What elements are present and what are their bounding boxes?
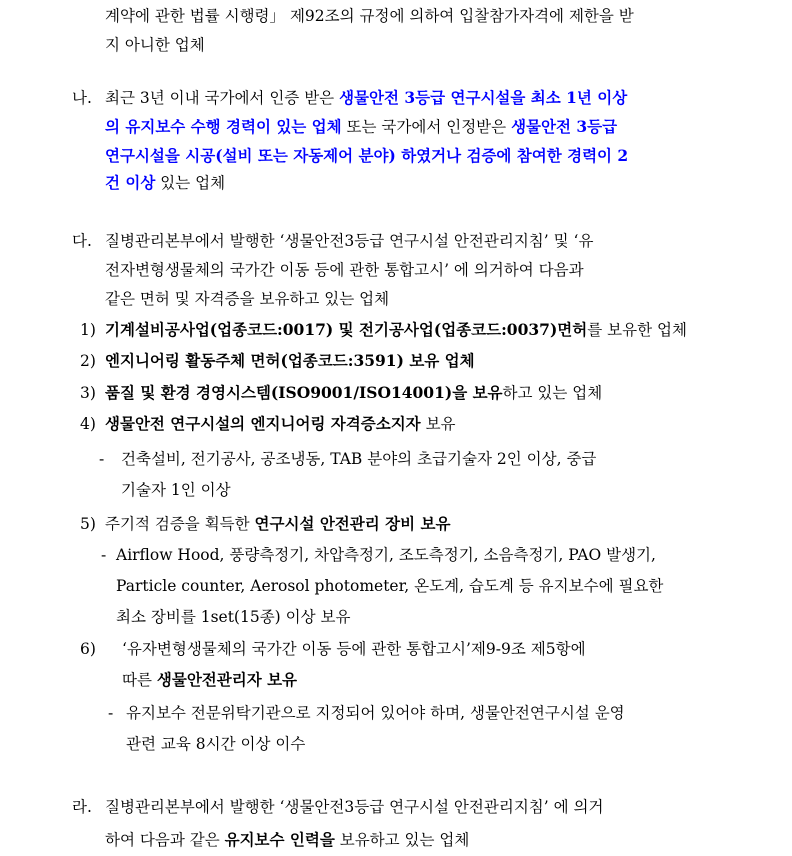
section-na-line-1: 최근 3년 이내 국가에서 인증 받은 생물안전 3등급 연구시설을 최소 1년 이상 — [105, 88, 628, 107]
na-emphasis-3: 생물안전 3등급 — [511, 117, 618, 136]
section-na-line-4: 건 이상 있는 업체 — [105, 173, 226, 192]
da-item-1-number: 1) — [80, 321, 96, 339]
da-item-5-sub-line-1: Airflow Hood, 풍량측정기, 차압측정기, 조도측정기, 소음측정기, PAO 발생기, — [116, 546, 656, 564]
da-item-6-sub-line-2: 관련 교육 8시간 이상 이수 — [126, 735, 306, 753]
section-da-line-3: 같은 면허 및 자격증을 보유하고 있는 업체 — [105, 290, 390, 308]
da-item-4-number: 4) — [80, 415, 96, 433]
da-item-3: 품질 및 환경 경영시스템(ISO9001/ISO14001)을 보유하고 있는 업체 — [105, 383, 603, 402]
section-da-line-2: 전자변형생물체의 국가간 이동 등에 관한 통합고시’ 에 의거하여 다음과 — [105, 261, 584, 279]
da-item-5-sub-line-3: 최소 장비를 1set(15종) 이상 보유 — [116, 608, 351, 626]
section-ra-line-1: 질병관리본부에서 발행한 ‘생물안전3등급 연구시설 안전관리지침’ 에 의거 — [105, 798, 604, 816]
na-emphasis-2: 의 유지보수 수행 경력이 있는 업체 — [105, 117, 342, 136]
section-ra-line-2: 하여 다음과 같은 유지보수 인력을 보유하고 있는 업체 — [105, 830, 470, 849]
section-ra-marker: 라. — [72, 798, 92, 816]
da-item-2: 엔지니어링 활동주체 면허(업종코드:3591) 보유 업체 — [105, 351, 475, 370]
da-item-3-number: 3) — [80, 384, 96, 402]
da-item-5-sub-dash: - — [101, 546, 107, 564]
na-emphasis-4: 연구시설을 시공(설비 또는 자동제어 분야) 하였거나 검증에 참여한 경력이 2 — [105, 146, 629, 165]
da-item-6-number: 6) — [80, 640, 96, 658]
da-item-4-sub-line-2: 기술자 1인 이상 — [121, 481, 231, 499]
da-item-4-sub-line-1: 건축설비, 전기공사, 공조냉동, TAB 분야의 초급기술자 2인 이상, 중급 — [121, 450, 597, 468]
da-item-1: 기계설비공사업(업종코드:0017) 및 전기공사업(업종코드:0037)면허를 보유한 업체 — [105, 320, 687, 339]
section-da-marker: 다. — [72, 232, 92, 250]
da-item-5-number: 5) — [80, 515, 96, 533]
da-item-6-line-2: 따른 생물안전관리자 보유 — [122, 670, 298, 689]
section-na-line-3 — [105, 146, 628, 168]
da-item-6-line-1: ‘유자변형생물체의 국가간 이동 등에 관한 통합고시’제9-9조 제5항에 — [122, 640, 586, 658]
da-item-2-number: 2) — [80, 352, 96, 370]
section-na-marker: 나. — [72, 89, 92, 107]
section-da-line-1: 질병관리본부에서 발행한 ‘생물안전3등급 연구시설 안전관리지침’ 및 ‘유 — [105, 232, 594, 250]
da-item-4: 생물안전 연구시설의 엔지니어링 자격증소지자 보유 — [105, 414, 456, 433]
intro-line-2: 지 아니한 업체 — [105, 36, 205, 54]
da-item-5-sub-line-2: Particle counter, Aerosol photometer, 온도계, 습도계 등 유지보수에 필요한 — [116, 577, 664, 595]
da-item-4-sub-dash: - — [99, 450, 105, 468]
da-item-6-sub-dash: - — [108, 704, 114, 722]
intro-line-1: 계약에 관한 법률 시행령」 제92조의 규정에 의하여 입찰참가자격에 제한을 받 — [105, 7, 634, 25]
na-emphasis-5: 건 이상 — [105, 173, 156, 192]
da-item-6-sub-line-1: 유지보수 전문위탁기관으로 지정되어 있어야 하며, 생물안전연구시설 운영 — [126, 704, 625, 722]
da-item-5: 주기적 검증을 획득한 연구시설 안전관리 장비 보유 — [105, 514, 451, 533]
section-na-line-2: 의 유지보수 수행 경력이 있는 업체 또는 국가에서 인정받은 생물안전 3등급 — [105, 117, 618, 136]
na-emphasis-1: 생물안전 3등급 연구시설을 최소 1년 이상 — [339, 88, 628, 107]
